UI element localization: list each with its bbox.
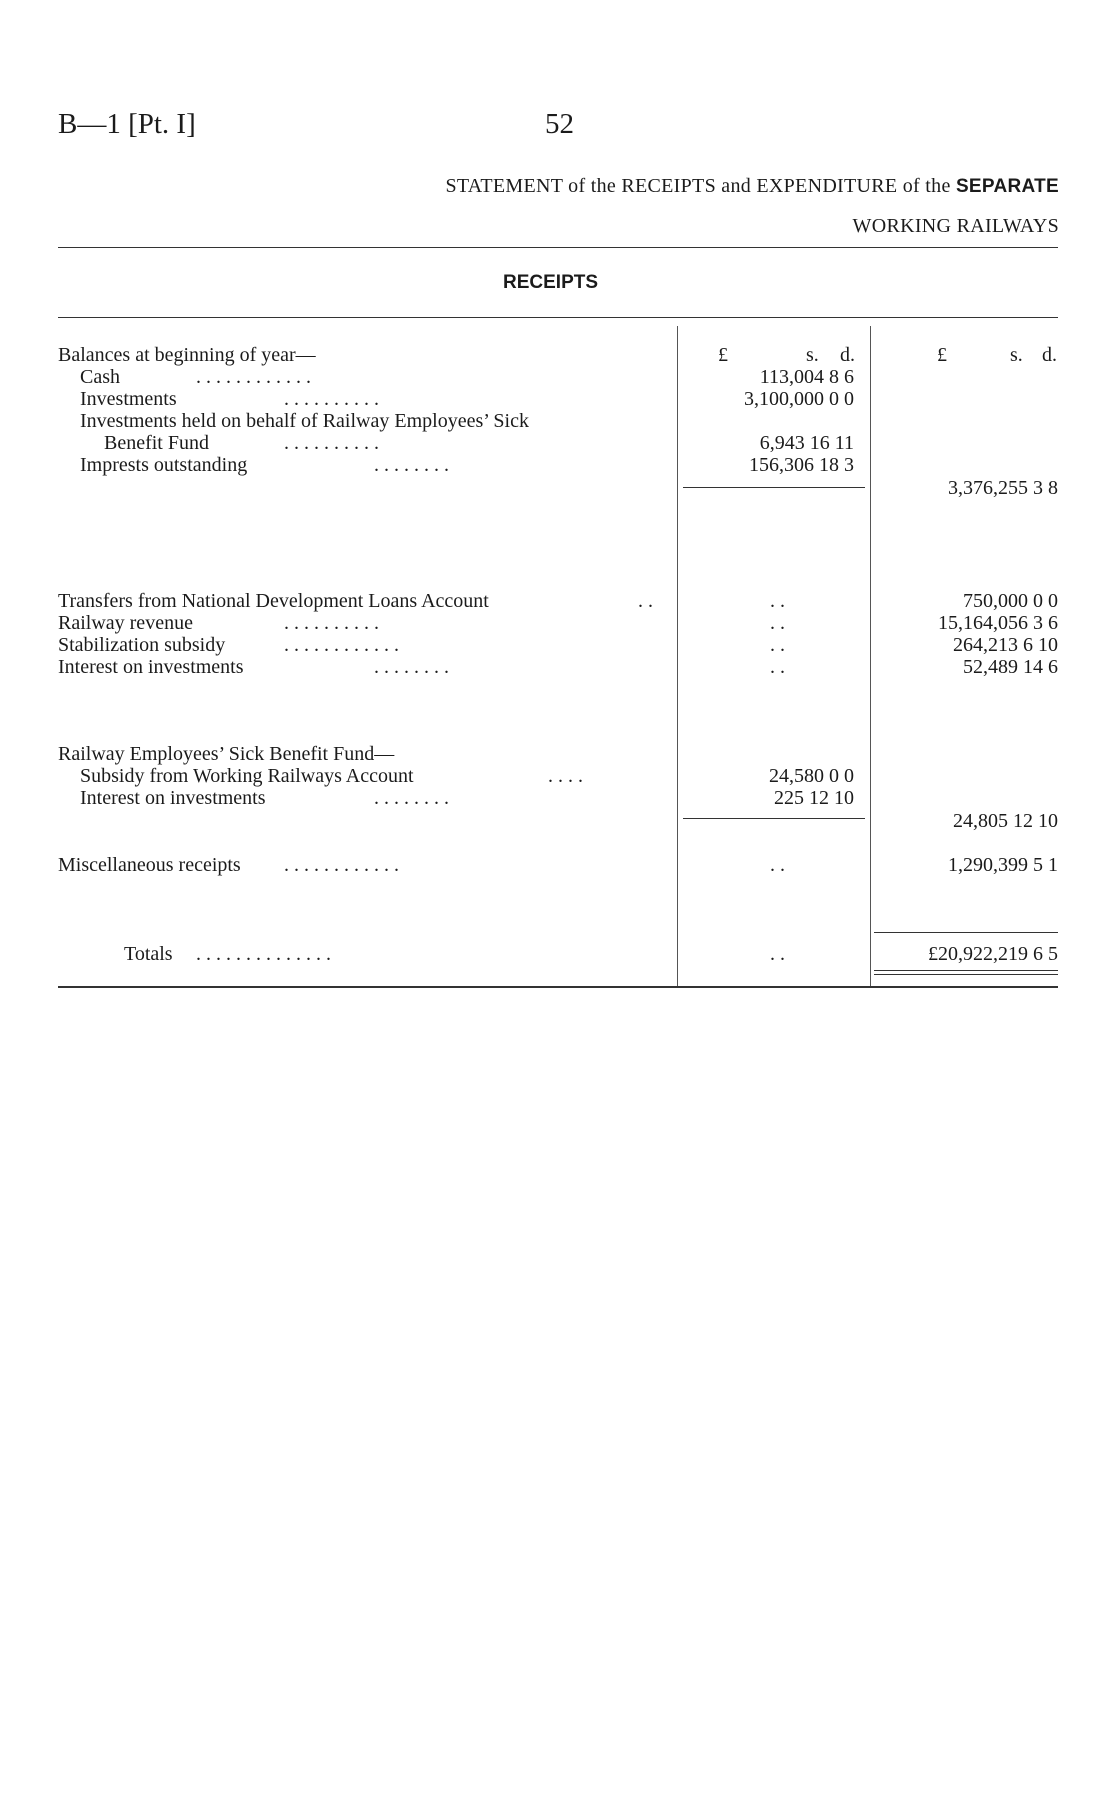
leader-dots: . . . . . . . . . . . . [284,634,399,656]
transfer-row-value: 264,213 6 10 [953,634,1058,656]
totals-label: Totals [124,943,173,965]
col1-placeholder-dots: . . [770,943,785,965]
leader-dots: . . [638,590,653,612]
transfer-row-label: Stabilization subsidy [58,634,226,656]
statement-title-line1 [445,175,1059,198]
balances-heading: Balances at beginning of year— [58,344,316,366]
page-number: 52 [545,108,574,140]
sick-fund-row-value: 225 12 10 [774,787,854,809]
balance-row-value: 156,306 18 3 [749,454,854,476]
leader-dots: . . . . . . . . [374,454,449,476]
title-rule [58,247,1058,248]
leader-dots: . . . . . . . . . . . . [196,366,311,388]
subtotal-rule [683,487,865,488]
document-reference: B—1 [Pt. I] [58,108,196,140]
col2-pounds-header: £ [937,344,947,366]
misc-receipts-label: Miscellaneous receipts [58,854,241,876]
transfer-row-label: Transfers from National Development Loans Account [58,590,489,612]
col1-placeholder-dots: . . [770,612,785,634]
col1-placeholder-dots: . . [770,854,785,876]
totals-top-rule [874,932,1058,933]
subtotal-rule [683,818,865,819]
balance-row-label: Cash [80,366,120,388]
sick-fund-row-label: Subsidy from Working Railways Account [80,765,414,787]
leader-dots: . . . . . . . . . . . . . . [196,943,331,965]
transfer-row-value: 750,000 0 0 [963,590,1058,612]
title-text: STATEMENT of the RECEIPTS and EXPENDITURE of the [445,175,951,197]
balance-row-label: Imprests outstanding [80,454,248,476]
sick-fund-row-label: Interest on investments [80,787,266,809]
col1-pence-header: d. [840,344,855,366]
transfer-row-value: 15,164,056 3 6 [938,612,1058,634]
totals-double-rule-1 [874,970,1058,971]
balance-row-label: Benefit Fund [104,432,209,454]
column-separator-2 [870,326,871,986]
misc-receipts-value: 1,290,399 5 1 [948,854,1058,876]
column-separator-1 [677,326,678,986]
sick-fund-total: 24,805 12 10 [953,810,1058,832]
leader-dots: . . . . . . . . [374,656,449,678]
title-bold-text: SEPARATE [955,176,1059,197]
balances-total: 3,376,255 3 8 [948,477,1058,499]
leader-dots: . . . . . . . . . . . . [284,854,399,876]
col1-placeholder-dots: . . [770,634,785,656]
statement-title-line2: WORKING RAILWAYS [852,215,1059,237]
transfer-row-label: Interest on investments [58,656,244,678]
leader-dots: . . . . . . . . . . [284,432,379,454]
leader-dots: . . . . . . . . . . [284,612,379,634]
balance-row-value: 3,100,000 0 0 [744,388,854,410]
totals-value: £20,922,219 6 5 [928,943,1058,965]
col1-placeholder-dots: . . [770,590,785,612]
col2-shillings-header: s. [1010,344,1023,366]
leader-dots: . . . . . . . . [374,787,449,809]
sick-fund-heading: Railway Employees’ Sick Benefit Fund— [58,743,395,765]
col1-shillings-header: s. [806,344,819,366]
balance-row-value: 6,943 16 11 [759,432,854,454]
col1-pounds-header: £ [718,344,728,366]
totals-double-rule-2 [874,974,1058,975]
transfer-row-value: 52,489 14 6 [963,656,1058,678]
col1-placeholder-dots: . . [770,656,785,678]
table-top-rule [58,317,1058,318]
balance-row-label: Investments held on behalf of Railway Employees’ Sick [80,410,529,432]
col2-pence-header: d. [1042,344,1057,366]
section-heading: RECEIPTS [503,272,599,293]
balance-row-value: 113,004 8 6 [759,366,854,388]
table-bottom-rule [58,986,1058,988]
leader-dots: . . . . [548,765,583,787]
balance-row-label: Investments [80,388,177,410]
leader-dots: . . . . . . . . . . [284,388,379,410]
sick-fund-row-value: 24,580 0 0 [769,765,854,787]
transfer-row-label: Railway revenue [58,612,193,634]
